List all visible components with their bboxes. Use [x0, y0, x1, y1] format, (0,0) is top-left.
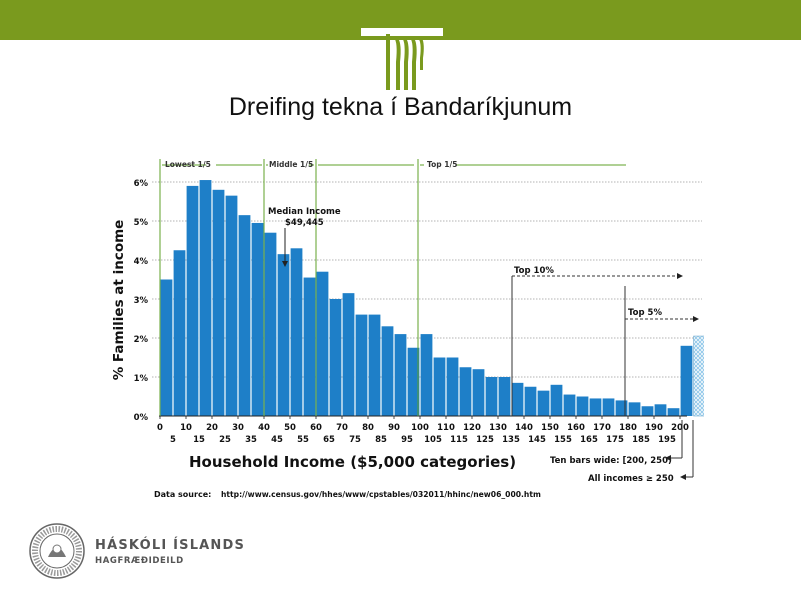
x-tick-label: 135 — [502, 435, 520, 445]
bar — [369, 315, 381, 416]
x-tick-label: 110 — [437, 423, 455, 433]
bar — [382, 326, 394, 416]
bar — [603, 398, 615, 416]
y-tick-label: 3% — [133, 296, 148, 306]
y-tick-label: 6% — [133, 179, 148, 189]
university-logo-icon — [361, 22, 443, 90]
bar — [499, 377, 511, 416]
top-5-label: Top 5% — [628, 308, 662, 318]
bracket-label-middle: Middle 1/5 — [269, 160, 314, 169]
bar — [447, 358, 459, 417]
bar — [525, 387, 537, 416]
x-tick-label: 35 — [245, 435, 257, 445]
x-tick-label: 25 — [219, 435, 231, 445]
x-tick-label: 140 — [515, 423, 533, 433]
bar — [174, 250, 186, 416]
bar — [161, 280, 173, 417]
bar — [473, 369, 485, 416]
x-tick-label: 15 — [193, 435, 205, 445]
x-tick-label: 150 — [541, 423, 559, 433]
x-tick-label: 100 — [411, 423, 429, 433]
x-tick-label: 115 — [450, 435, 468, 445]
x-tick-label: 175 — [606, 435, 624, 445]
x-tick-label: 160 — [567, 423, 585, 433]
bar — [616, 400, 628, 416]
x-tick-label: 65 — [323, 435, 335, 445]
bar — [278, 254, 290, 416]
bar — [330, 299, 342, 416]
bar — [395, 334, 407, 416]
y-tick-labels — [134, 179, 149, 423]
y-tick-label: 1% — [133, 374, 148, 384]
x-tick-label: 0 — [157, 423, 163, 433]
y-tick-label: 0% — [133, 413, 148, 423]
income-distribution-chart — [104, 152, 704, 502]
bar — [239, 215, 251, 416]
bar — [655, 404, 667, 416]
data-source-url: http://www.census.gov/hhes/www/cpstables/032011/hhinc/new06_000.htm — [221, 490, 541, 499]
bar — [213, 190, 225, 416]
x-tick-label: 105 — [424, 435, 442, 445]
x-tick-label: 55 — [297, 435, 309, 445]
y-tick-label: 5% — [133, 218, 148, 228]
university-name: HÁSKÓLI ÍSLANDS — [95, 538, 246, 553]
x-tick-label: 70 — [336, 423, 348, 433]
slide-title: Dreifing tekna í Bandaríkjunum — [228, 93, 573, 121]
x-tick-label: 30 — [232, 423, 244, 433]
special-bar — [694, 336, 704, 416]
x-tick-label: 20 — [206, 423, 218, 433]
bar — [668, 408, 680, 416]
bar — [291, 248, 303, 416]
bars — [161, 180, 680, 416]
bar — [200, 180, 212, 416]
bar — [629, 402, 641, 416]
bar — [551, 385, 563, 416]
x-tick-label: 130 — [489, 423, 507, 433]
bracket-label-lowest: Lowest 1/5 — [165, 160, 211, 169]
x-tick-label: 185 — [632, 435, 650, 445]
bar — [512, 383, 524, 416]
bar — [590, 398, 602, 416]
y-tick-label: 2% — [133, 335, 148, 345]
bar — [564, 395, 576, 416]
x-tick-label: 125 — [476, 435, 494, 445]
bar — [434, 358, 446, 417]
x-tick-label: 10 — [180, 423, 192, 433]
faculty-name: HAGFRÆÐIDEILD — [95, 556, 184, 566]
bar — [304, 278, 316, 416]
x-tick-label: 5 — [170, 435, 176, 445]
bracket-label-top: Top 1/5 — [427, 160, 458, 169]
x-tick-label: 165 — [580, 435, 598, 445]
x-tick-label: 155 — [554, 435, 572, 445]
x-tick-label: 50 — [284, 423, 296, 433]
bar — [226, 196, 238, 416]
bar — [265, 233, 277, 416]
top-10-label: Top 10% — [514, 266, 554, 276]
x-tick-label: 120 — [463, 423, 481, 433]
x-tick-label: 190 — [645, 423, 663, 433]
x-tick-label: 80 — [362, 423, 374, 433]
bar — [317, 272, 329, 416]
y-tick-label: 4% — [133, 257, 148, 267]
x-tick-label: 60 — [310, 423, 322, 433]
university-seal-icon — [28, 522, 86, 580]
x-tick-labels — [157, 416, 689, 445]
bar — [642, 406, 654, 416]
bar — [187, 186, 199, 416]
data-source-label: Data source: — [154, 490, 212, 499]
x-tick-label: 195 — [658, 435, 676, 445]
x-axis-label: Household Income ($5,000 categories) — [189, 453, 517, 471]
bar — [577, 397, 589, 417]
bar — [421, 334, 433, 416]
x-tick-label: 90 — [388, 423, 400, 433]
x-tick-label: 40 — [258, 423, 270, 433]
ten-bars-note: Ten bars wide: [200, 250) — [550, 456, 672, 466]
x-tick-label: 85 — [375, 435, 387, 445]
special-bars — [681, 336, 704, 416]
x-tick-label: 95 — [401, 435, 413, 445]
bar — [460, 367, 472, 416]
x-tick-label: 180 — [619, 423, 637, 433]
median-income-title: Median Income — [268, 207, 341, 217]
x-tick-label: 75 — [349, 435, 361, 445]
bar — [486, 377, 498, 416]
x-tick-label: 200 — [671, 423, 689, 433]
x-tick-label: 45 — [271, 435, 283, 445]
bar — [538, 391, 550, 416]
x-tick-label: 170 — [593, 423, 611, 433]
all-incomes-note: All incomes ≥ 250 — [588, 474, 674, 484]
median-income-value: $49,445 — [285, 218, 324, 228]
bar — [343, 293, 355, 416]
y-axis-label: % Families at income — [111, 219, 127, 381]
x-tick-label: 145 — [528, 435, 546, 445]
bar — [252, 223, 264, 416]
special-bar — [681, 346, 693, 416]
bar — [356, 315, 368, 416]
